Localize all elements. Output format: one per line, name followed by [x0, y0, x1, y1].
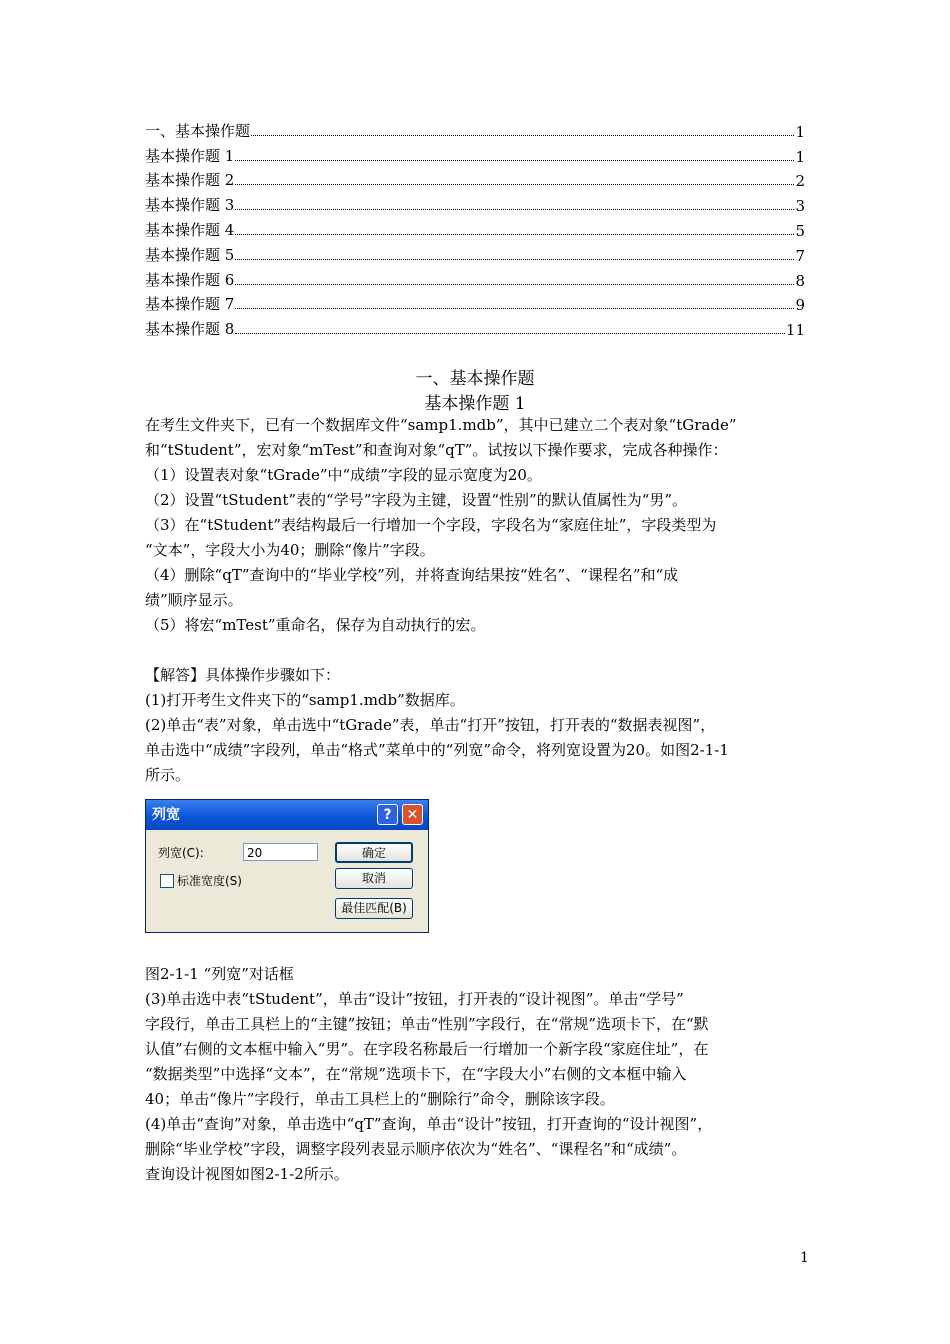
section-title: 一、基本操作题 [415, 369, 535, 389]
dialog-title-bar[interactable] [146, 800, 428, 830]
toc-entry[interactable]: 基本操作题 4 5 [145, 220, 805, 240]
column-width-label: 列宽(C): [158, 846, 204, 860]
answer-line: (4)单击“查询”对象，单击选中“qT”查询，单击“设计”按钮，打开查询的“设计视图”， [145, 1115, 713, 1133]
ok-button[interactable]: 确定 [335, 842, 413, 863]
answer-line: (3)单击选中表“tStudent”，单击“设计”按钮，打开表的“设计视图”。单击“学号” [145, 990, 684, 1008]
answer-line: 单击选中“成绩”字段列，单击“格式”菜单中的“列宽”命令，将列宽设置为20。如图2-1-1 [145, 741, 729, 759]
column-width-input[interactable]: 20 [243, 843, 318, 861]
question-line: （5）将宏“mTest”重命名，保存为自动执行的宏。 [145, 616, 486, 634]
question-line: 和“tStudent”，宏对象“mTest”和查询对象“qT”。试按以下操作要求，完成各种操作： [145, 441, 728, 459]
toc-entry[interactable]: 基本操作题 6 8 [145, 270, 805, 290]
answer-text [145, 663, 809, 788]
answer-line: 删除“毕业学校”字段，调整字段列表显示顺序依次为“姓名”、“课程名”和“成绩”。 [145, 1140, 687, 1158]
answer-line: (2)单击“表”对象，单击选中“tGrade”表，单击“打开”按钮，打开表的“数据表视图”， [145, 716, 716, 734]
question-line: （4）删除“qT”查询中的“毕业学校”列，并将查询结果按“姓名”、“课程名”和“成 [145, 566, 679, 584]
answer-line: 认值”右侧的文本框中输入“男”。在字段名称最后一行增加一个新字段“家庭住址”，在 [145, 1040, 709, 1058]
toc-entry[interactable]: 基本操作题 3 3 [145, 196, 805, 216]
answer-line: “数据类型”中选择“文本”，在“常规”选项卡下，在“字段大小”右侧的文本框中输入 [145, 1065, 687, 1083]
question-line: （2）设置“tStudent”表的“学号”字段为主键，设置“性别”的默认值属性为“男”。 [145, 491, 688, 509]
help-button[interactable]: ? [377, 804, 398, 825]
close-button[interactable]: ✕ [402, 804, 423, 825]
standard-width-label: 标准宽度(S) [177, 874, 242, 888]
page-number: 1 [800, 1250, 809, 1266]
toc-entry[interactable]: 基本操作题 5 7 [145, 245, 805, 265]
question-line: 绩”顺序显示。 [145, 591, 243, 609]
table-of-contents [145, 116, 805, 339]
standard-width-checkbox[interactable] [160, 874, 174, 888]
answer-line: (1)打开考生文件夹下的“samp1.mdb”数据库。 [145, 691, 465, 709]
question-text [145, 413, 809, 638]
toc-entry[interactable]: 基本操作题 2 2 [145, 171, 805, 191]
subsection-title: 基本操作题 1 [424, 394, 526, 414]
answer-line: 40；单击“像片”字段行，单击工具栏上的“删除行”命令，删除该字段。 [145, 1090, 615, 1108]
question-line: （1）设置表对象“tGrade”中“成绩”字段的显示宽度为20。 [145, 466, 542, 484]
question-line: 在考生文件夹下，已有一个数据库文件“samp1.mdb”，其中已建立二个表对象“tGrade” [145, 416, 737, 434]
column-width-dialog [145, 799, 429, 933]
cancel-button[interactable]: 取消 [335, 868, 413, 889]
question-line: “文本”，字段大小为40；删除“像片”字段。 [145, 541, 435, 559]
answer-line: 查询设计视图如图2-1-2所示。 [145, 1165, 349, 1183]
answer-line: 字段行，单击工具栏上的“主键”按钮；单击“性别”字段行，在“常规”选项卡下，在“默 [145, 1015, 709, 1033]
best-fit-button[interactable]: 最佳匹配(B) [335, 898, 413, 919]
answer-line: 所示。 [145, 766, 191, 784]
toc-entry[interactable]: 基本操作题 8 11 [145, 320, 805, 340]
dialog-title: 列宽 [152, 807, 180, 823]
toc-entry[interactable]: 基本操作题 7 9 [145, 295, 805, 315]
question-line: （3）在“tStudent”表结构最后一行增加一个字段，字段名为“家庭住址”，字段类型为 [145, 516, 717, 534]
answer-line: 【解答】具体操作步骤如下： [145, 666, 341, 684]
figure-caption: 图2-1-1 “列宽”对话框 [145, 965, 294, 983]
toc-entry[interactable]: 一、基本操作题 1 [145, 121, 805, 141]
toc-entry[interactable]: 基本操作题 1 1 [145, 146, 805, 166]
answer-text-continued [145, 987, 809, 1187]
